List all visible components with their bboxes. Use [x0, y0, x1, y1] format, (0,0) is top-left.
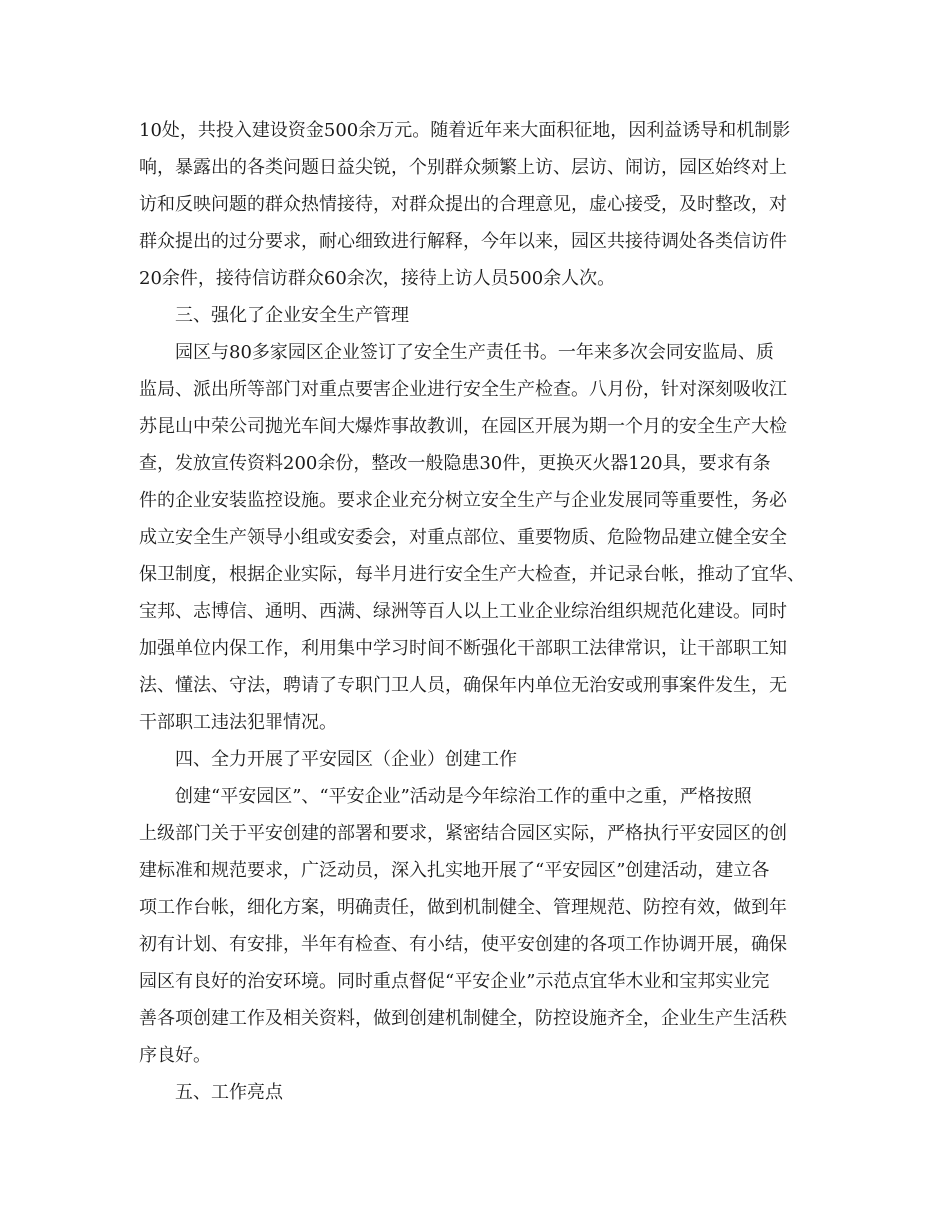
paragraph-first-line: 创建“平安园区”、“平安企业”活动是今年综治工作的重中之重，严格按照	[175, 786, 752, 807]
text-line: 干部职工违法犯罪情况。	[139, 712, 337, 733]
text-line: 初有计划、有安排，半年有检查、有小结，使平安创建的各项工作协调开展，确保	[139, 934, 787, 955]
text-line: 法、懂法、守法，聘请了专职门卫人员，确保年内单位无治安或刑事案件发生，无	[139, 675, 787, 696]
text-line: 建标准和规范要求，广泛动员，深入扎实地开展了“平安园区”创建活动，建立各	[139, 860, 770, 881]
text-line: 保卫制度，根据企业实际，每半月进行安全生产大检查，并记录台帐，推动了宜华、	[139, 564, 805, 585]
text-line: 查，发放宣传资料200余份，整改一般隐患30件，更换灭火器120具，要求有条	[139, 453, 771, 474]
text-line: 序良好。	[139, 1045, 211, 1066]
text-line: 宝邦、志博信、通明、西满、绿洲等百人以上工业企业综治组织规范化建设。同时	[139, 601, 787, 622]
text-line: 20余件，接待信访群众60余次，接待上访人员500余人次。	[139, 268, 616, 289]
text-line: 善各项创建工作及相关资料，做到创建机制健全，防控设施齐全，企业生产生活秩	[139, 1008, 787, 1029]
text-line: 响，暴露出的各类问题日益尖锐，个别群众频繁上访、层访、闹访，园区始终对上	[139, 157, 787, 178]
paragraph-first-line: 园区与80多家园区企业签订了安全生产责任书。一年来多次会同安监局、质	[175, 342, 774, 363]
text-line: 加强单位内保工作，利用集中学习时间不断强化干部职工法律常识，让干部职工知	[139, 638, 787, 659]
text-line: 监局、派出所等部门对重点要害企业进行安全生产检查。八月份，针对深刻吸收江	[139, 379, 787, 400]
text-line: 群众提出的过分要求，耐心细致进行解释，今年以来，园区共接待调处各类信访件	[139, 231, 787, 252]
text-line: 项工作台帐，细化方案，明确责任，做到机制健全、管理规范、防控有效，做到年	[139, 897, 787, 918]
text-line: 访和反映问题的群众热情接待，对群众提出的合理意见，虚心接受，及时整改，对	[139, 194, 787, 215]
text-line: 园区有良好的治安环境。同时重点督促“平安企业”示范点宜华木业和宝邦实业完	[139, 971, 770, 992]
section-heading: 五、工作亮点	[175, 1082, 283, 1103]
section-heading: 三、强化了企业安全生产管理	[175, 305, 409, 326]
text-line: 成立安全生产领导小组或安委会，对重点部位、重要物质、危险物品建立健全安全	[139, 527, 787, 548]
text-line: 10处，共投入建设资金500余万元。随着近年来大面积征地，因利益诱导和机制影	[139, 120, 791, 141]
text-line: 上级部门关于平安创建的部署和要求，紧密结合园区实际，严格执行平安园区的创	[139, 823, 787, 844]
text-line: 件的企业安装监控设施。要求企业充分树立安全生产与企业发展同等重要性，务必	[139, 490, 787, 511]
text-line: 苏昆山中荣公司抛光车间大爆炸事故教训，在园区开展为期一个月的安全生产大检	[139, 416, 787, 437]
section-heading: 四、全力开展了平安园区（企业）创建工作	[175, 749, 517, 770]
